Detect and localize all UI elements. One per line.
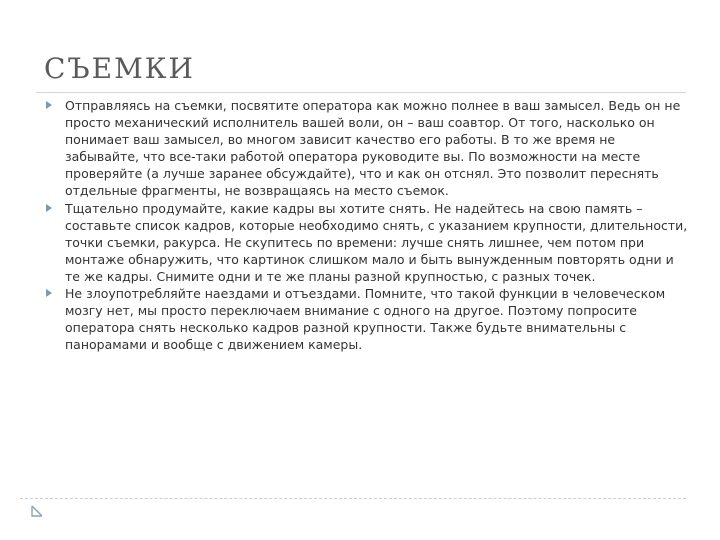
bullet-text: Не злоупотребляйте наездами и отъездами. Помните, что такой функции в человеческом мозгу нет, мы просто переключаем внимание с одного на другое. Поэтому попросите оператора снять несколько кадров разной крупности. Также будьте внимательны с панорамами и вообще с движением камеры. xyxy=(65,286,666,353)
slide-corner-arrow-icon xyxy=(30,504,44,518)
slide-title: СЪЕМКИ xyxy=(44,52,195,85)
bullet-text: Отправляясь на съемки, посвятите оператора как можно полнее в ваш замысел. Ведь он не просто механический исполнитель вашей воли, он – ваш соавтор. От того, насколько он понимает ваш замысел, во многом зависит качество его работы. В то же время не забывайте, что все-таки работой оператора руководите вы. По возможности на месте проверяйте (а лучше заранее обсуждайте), что и как он отснял. Это позволит переснять отдельные фрагменты, не возвращаясь на место съемок. xyxy=(65,98,681,199)
bullet-list xyxy=(44,97,692,353)
title-divider xyxy=(36,92,686,93)
bullet-text: Тщательно продумайте, какие кадры вы хотите снять. Не надейтесь на свою память – составьте список кадров, которые необходимо снять, с указанием крупности, длительности, точки съемки, ракурса. Не скупитесь по времени: лучше снять лишнее, чем потом при монтаже обнаружить, что картинок слишком мало и быть вынужденным повторять одни и те же кадры. Снимите одни и те же планы разной крупностью, с разных точек. xyxy=(65,200,688,284)
footer-divider xyxy=(20,498,686,499)
bullet-item xyxy=(44,200,692,285)
bullet-item xyxy=(44,97,692,200)
triangle-right-icon xyxy=(46,204,52,212)
triangle-right-icon xyxy=(46,289,52,297)
bullet-item xyxy=(44,285,692,353)
triangle-right-icon xyxy=(46,101,52,109)
